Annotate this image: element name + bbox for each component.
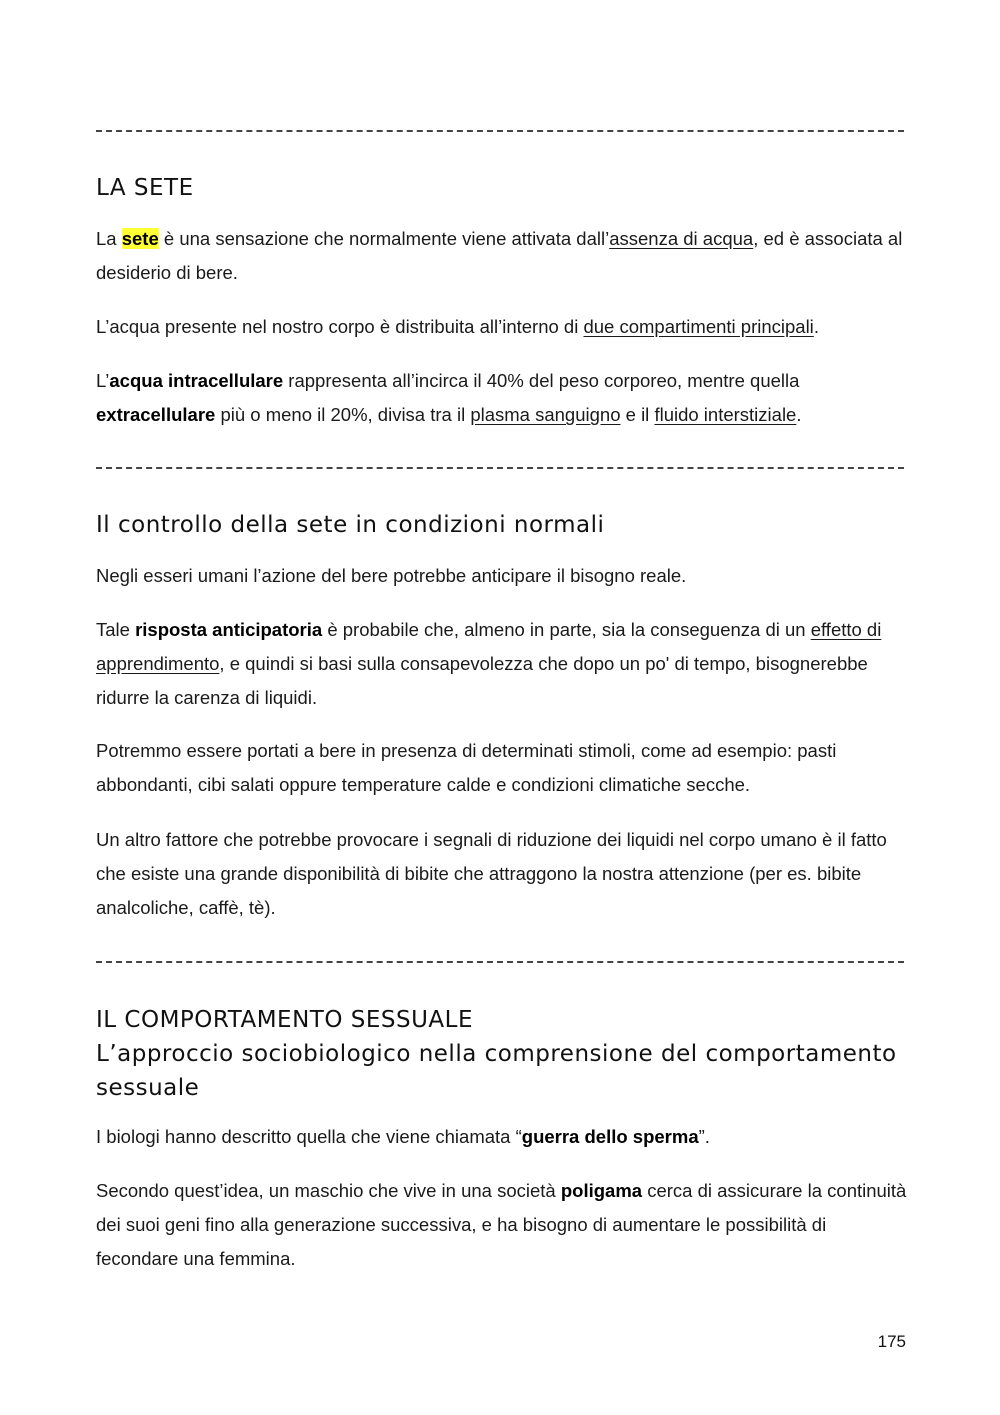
paragraph: Negli esseri umani l’azione del bere potrebbe anticipare il bisogno reale.	[96, 565, 687, 586]
paragraph: L’acqua intracellulare rappresenta all’incirca il 40% del peso corporeo, mentre quella extracellulare più o meno il 20%, divisa tra il plasma sanguigno e il fluido interstiziale.	[96, 370, 802, 425]
paragraph: L’acqua presente nel nostro corpo è distribuita all’interno di due compartimenti principali.	[96, 316, 819, 337]
underlined-term: plasma sanguigno	[470, 404, 621, 425]
bold-term: poligama	[560, 1180, 643, 1201]
paragraph: Tale risposta anticipatoria è probabile che, almeno in parte, sia la conseguenza di un effetto di apprendimento, e quindi si basi sulla consapevolezza che dopo un po' di tempo, bisognerebbe ridurre la carenza di liquidi.	[96, 619, 882, 708]
underlined-term: assenza di acqua	[609, 228, 754, 249]
bold-term: extracellulare	[96, 404, 216, 425]
underlined-term: due compartimenti principali	[583, 316, 814, 337]
highlighted-term: sete	[121, 228, 159, 249]
section-subheading: L’approccio sociobiologico nella comprensione del comportamento sessuale	[96, 1041, 897, 1101]
paragraph: Secondo quest’idea, un maschio che vive in una società poligama cerca di assicurare la continuità dei suoi geni fino alla generazione successiva, e ha bisogno di aumentare le possibilità di fecondare una femmina.	[96, 1180, 907, 1269]
paragraph: I biologi hanno descritto quella che viene chiamata “guerra dello sperma”.	[96, 1126, 710, 1147]
bold-term: acqua intracellulare	[109, 370, 284, 391]
underlined-term: effetto di apprendimento	[96, 619, 882, 674]
paragraph: Potremmo essere portati a bere in presenza di determinati stimoli, come ad esempio: pasti abbondanti, cibi salati oppure temperature calde e condizioni climatiche secche.	[96, 740, 837, 795]
section-heading-controllo-sete: Il controllo della sete in condizioni normali	[96, 512, 605, 538]
dashed-divider	[96, 961, 904, 963]
bold-term: risposta anticipatoria	[135, 619, 323, 640]
paragraph: Un altro fattore che potrebbe provocare i segnali di riduzione dei liquidi nel corpo umano è il fatto che esiste una grande disponibilità di bibite che attraggono la nostra attenzione (per es. bibite analcoliche, caffè, tè).	[96, 829, 887, 918]
page-number: 175	[877, 1332, 906, 1351]
section-heading-comportamento-sessuale: IL COMPORTAMENTO SESSUALE	[96, 1007, 473, 1033]
paragraph: La sete è una sensazione che normalmente viene attivata dall’assenza di acqua, ed è associata al desiderio di bere.	[96, 228, 903, 283]
dashed-divider	[96, 130, 904, 132]
underlined-term: fluido interstiziale	[654, 404, 797, 425]
dashed-divider	[96, 467, 904, 469]
bold-term: guerra dello sperma	[521, 1126, 699, 1147]
section-heading-la-sete: LA SETE	[96, 175, 194, 201]
